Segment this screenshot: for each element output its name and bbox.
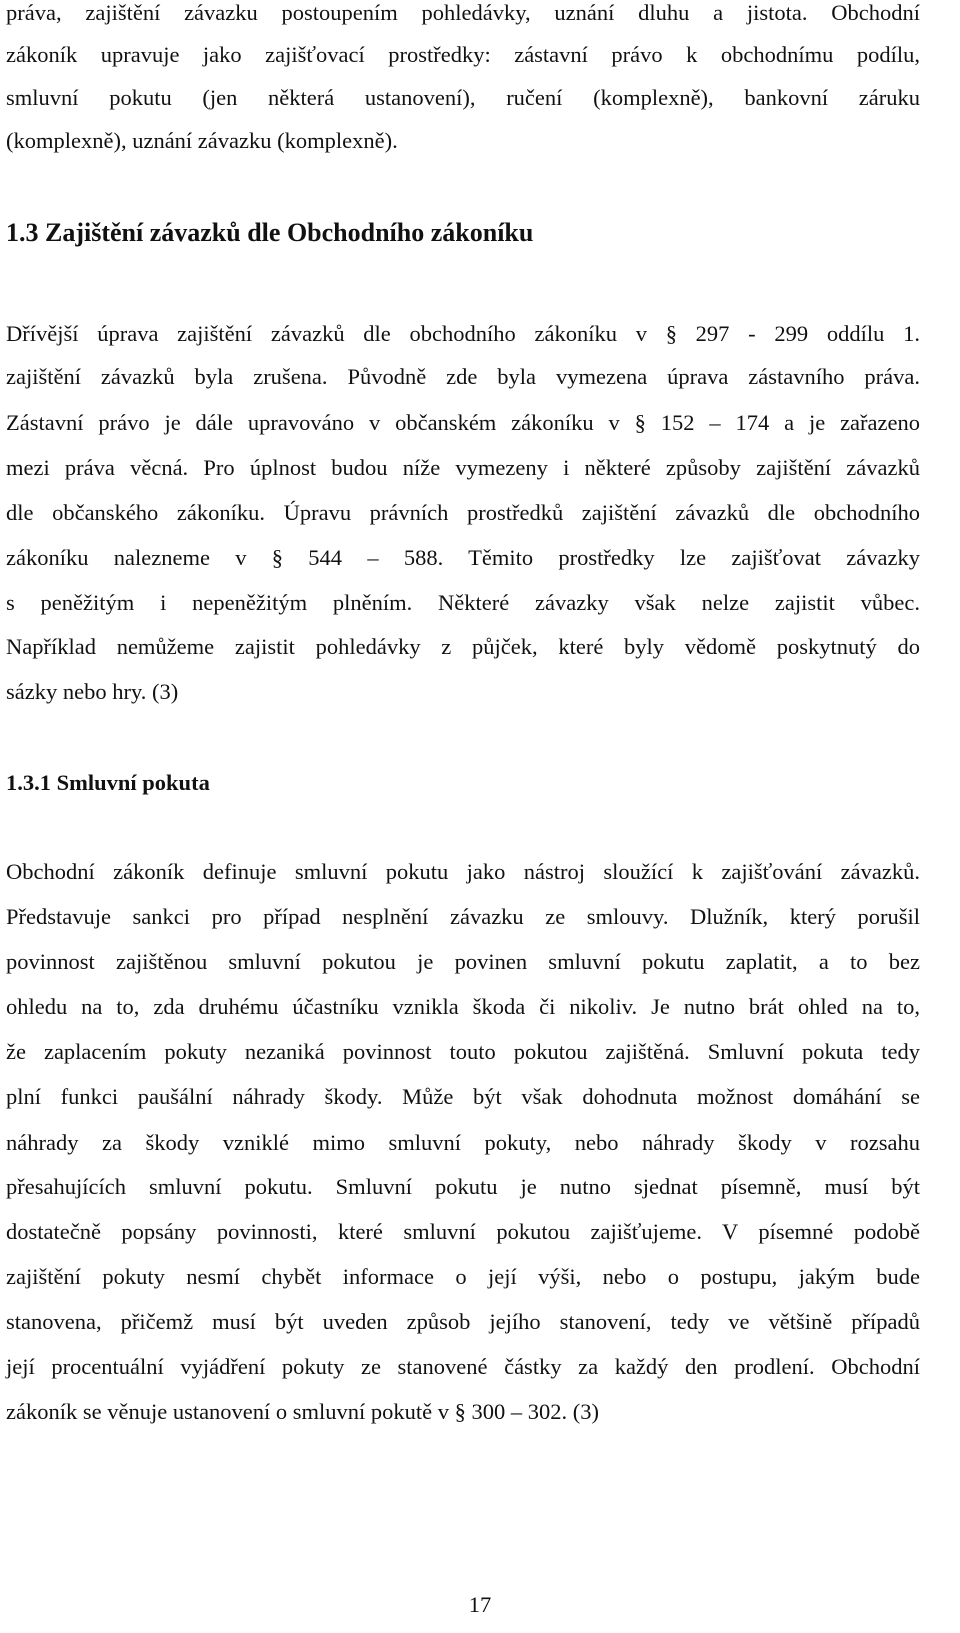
- text-line: práva, zajištění závazku postoupením pohledávky, uznání dluhu a jistota. Obchodní: [6, 0, 920, 25]
- text-line: s peněžitým i nepeněžitým plněním. Některé závazky však nelze zajistit vůbec.: [6, 590, 920, 615]
- text-line: zajištění pokuty nesmí chybět informace o její výši, nebo o postupu, jakým bude: [6, 1264, 920, 1289]
- text-line: zákoník se věnuje ustanovení o smluvní pokutě v § 300 – 302. (3): [6, 1399, 600, 1424]
- section-heading: 1.3 Zajištění závazků dle Obchodního zákoníku: [6, 218, 534, 247]
- text-line: zákoníku nalezneme v § 544 – 588. Těmito prostředky lze zajišťovat závazky: [6, 545, 920, 570]
- text-line: smluvní pokutu (jen některá ustanovení), ručení (komplexně), bankovní záruku: [6, 85, 920, 110]
- text-line: Například nemůžeme zajistit pohledávky z půjček, které byly vědomě poskytnutý do: [6, 634, 920, 659]
- text-line: dostatečně popsány povinnosti, které smluvní pokutou zajišťujeme. V písemné podobě: [6, 1219, 920, 1244]
- text-line: náhrady za škody vzniklé mimo smluvní pokuty, nebo náhrady škody v rozsahu: [6, 1130, 920, 1155]
- text-line: mezi práva věcná. Pro úplnost budou níže vymezeny i některé způsoby zajištění závazků: [6, 455, 920, 480]
- text-line: zákoník upravuje jako zajišťovací prostředky: zástavní právo k obchodnímu podílu,: [6, 42, 920, 67]
- text-line: Dřívější úprava zajištění závazků dle obchodního zákoníku v § 297 - 299 oddílu 1.: [6, 321, 920, 346]
- text-line: ohledu na to, zda druhému účastníku vznikla škoda či nikoliv. Je nutno brát ohled na to,: [6, 994, 920, 1019]
- text-line: sázky nebo hry. (3): [6, 679, 179, 704]
- text-line: Obchodní zákoník definuje smluvní pokutu jako nástroj sloužící k zajišťování závazků.: [6, 859, 920, 884]
- text-line: stanovena, přičemž musí být uveden způsob jejího stanovení, tedy ve většině případů: [6, 1309, 920, 1334]
- text-line: dle občanského zákoníku. Úpravu právních prostředků zajištění závazků dle obchodního: [6, 500, 920, 525]
- subsection-heading: 1.3.1 Smluvní pokuta: [6, 770, 210, 795]
- text-line: Zástavní právo je dále upravováno v občanském zákoníku v § 152 – 174 a je zařazeno: [6, 410, 920, 435]
- text-line: její procentuální vyjádření pokuty ze stanovené částky za každý den prodlení. Obchodní: [6, 1354, 920, 1379]
- text-line: (komplexně), uznání závazku (komplexně).: [6, 128, 398, 153]
- text-line: přesahujících smluvní pokutu. Smluvní pokutu je nutno sjednat písemně, musí být: [6, 1174, 920, 1199]
- text-line: plní funkci paušální náhrady škody. Může být však dohodnuta možnost domáhání se: [6, 1084, 920, 1109]
- text-line: že zaplacením pokuty nezaniká povinnost touto pokutou zajištěná. Smluvní pokuta tedy: [6, 1039, 920, 1064]
- text-line: povinnost zajištěnou smluvní pokutou je povinen smluvní pokutu zaplatit, a to bez: [6, 949, 920, 974]
- text-line: zajištění závazků byla zrušena. Původně zde byla vymezena úprava zástavního práva.: [6, 364, 920, 389]
- page-number: 17: [468, 1592, 492, 1617]
- text-line: Představuje sankci pro případ nesplnění závazku ze smlouvy. Dlužník, který porušil: [6, 904, 920, 929]
